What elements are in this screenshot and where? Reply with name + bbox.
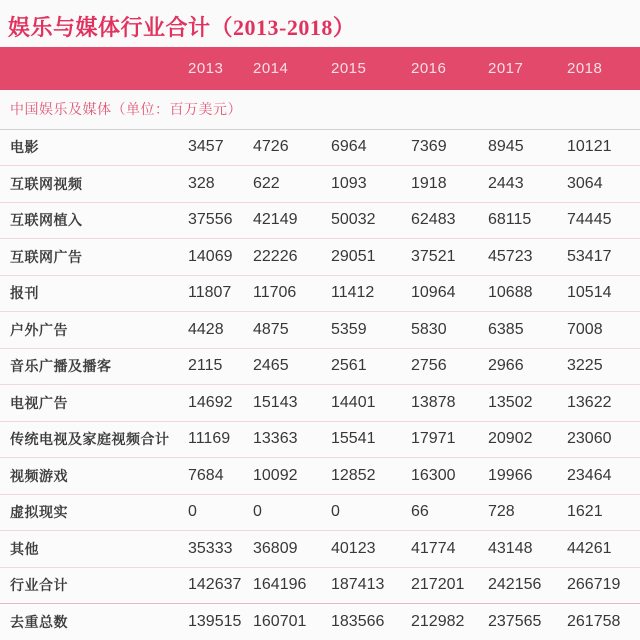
value-cell: 237565 <box>488 613 542 630</box>
value-cell: 15143 <box>243 385 321 422</box>
value-cell: 40123 <box>321 531 401 568</box>
value-cell: 1621 <box>557 494 640 531</box>
value-cell: 11169 <box>178 421 243 458</box>
value-cell: 187413 <box>321 567 401 604</box>
row-label: 电影 <box>0 129 178 166</box>
table-row <box>0 348 640 385</box>
year-header: 2015 <box>331 60 367 77</box>
row-label: 互联网植入 <box>0 202 178 239</box>
value-cell: 43148 <box>478 531 557 568</box>
value-cell: 41774 <box>401 531 478 568</box>
value-cell: 160701 <box>253 613 307 630</box>
value-cell: 10514 <box>557 275 640 312</box>
table-row <box>0 458 640 495</box>
value-cell: 242156 <box>478 567 557 604</box>
table-row <box>0 275 640 312</box>
value-cell: 12852 <box>321 458 401 495</box>
table-row <box>0 312 640 349</box>
table-row <box>0 494 640 531</box>
value-cell: 2465 <box>243 348 321 385</box>
value-cell: 266719 <box>557 567 640 604</box>
row-label: 报刊 <box>0 275 178 312</box>
value-cell: 14069 <box>178 239 243 276</box>
unit-note: 中国娱乐及媒体（单位：百万美元） <box>0 90 640 129</box>
value-cell: 22226 <box>243 239 321 276</box>
row-label: 音乐广播及播客 <box>0 348 178 385</box>
value-cell: 3064 <box>557 166 640 203</box>
value-cell: 13878 <box>401 385 478 422</box>
value-cell: 183566 <box>331 613 385 630</box>
year-header-row <box>0 47 640 90</box>
value-cell: 68115 <box>478 202 557 239</box>
value-cell: 4428 <box>178 312 243 349</box>
value-cell: 1093 <box>321 166 401 203</box>
value-cell: 212982 <box>411 613 465 630</box>
value-cell: 44261 <box>557 531 640 568</box>
row-label: 去重总数 <box>10 614 68 630</box>
value-cell: 11807 <box>178 275 243 312</box>
row-label: 互联网广告 <box>0 239 178 276</box>
value-cell: 10688 <box>478 275 557 312</box>
value-cell: 37521 <box>401 239 478 276</box>
value-cell: 2561 <box>321 348 401 385</box>
table-row <box>0 129 640 166</box>
value-cell: 2115 <box>178 348 243 385</box>
table-row <box>0 239 640 276</box>
table-row <box>0 166 640 203</box>
table-row <box>0 421 640 458</box>
value-cell: 11706 <box>243 275 321 312</box>
year-header: 2018 <box>567 60 603 77</box>
value-cell: 328 <box>178 166 243 203</box>
value-cell: 42149 <box>243 202 321 239</box>
value-cell: 37556 <box>178 202 243 239</box>
value-cell: 10964 <box>401 275 478 312</box>
value-cell: 5359 <box>321 312 401 349</box>
value-cell: 261758 <box>567 613 621 630</box>
value-cell: 2756 <box>401 348 478 385</box>
row-label: 户外广告 <box>0 312 178 349</box>
value-cell: 0 <box>243 494 321 531</box>
value-cell: 53417 <box>557 239 640 276</box>
row-label: 视频游戏 <box>0 458 178 495</box>
value-cell: 10121 <box>557 129 640 166</box>
value-cell: 13502 <box>478 385 557 422</box>
value-cell: 16300 <box>401 458 478 495</box>
value-cell: 10092 <box>243 458 321 495</box>
value-cell: 139515 <box>188 613 242 630</box>
value-cell: 74445 <box>557 202 640 239</box>
row-label: 传统电视及家庭视频合计 <box>0 421 178 458</box>
value-cell: 6964 <box>321 129 401 166</box>
value-cell: 0 <box>178 494 243 531</box>
row-label: 互联网视频 <box>0 166 178 203</box>
value-cell: 7684 <box>178 458 243 495</box>
value-cell: 0 <box>321 494 401 531</box>
unit-note-row <box>0 90 640 129</box>
value-cell: 3457 <box>178 129 243 166</box>
value-cell: 2966 <box>478 348 557 385</box>
value-cell: 8945 <box>478 129 557 166</box>
value-cell: 2443 <box>478 166 557 203</box>
value-cell: 622 <box>243 166 321 203</box>
year-header: 2014 <box>253 60 289 77</box>
value-cell: 29051 <box>321 239 401 276</box>
row-label: 行业合计 <box>0 567 178 604</box>
value-cell: 14401 <box>321 385 401 422</box>
value-cell: 17971 <box>401 421 478 458</box>
value-cell: 20902 <box>478 421 557 458</box>
value-cell: 4875 <box>243 312 321 349</box>
row-label: 电视广告 <box>0 385 178 422</box>
table-body <box>0 129 640 640</box>
value-cell: 14692 <box>178 385 243 422</box>
value-cell: 13622 <box>557 385 640 422</box>
empty-corner-cell <box>0 47 178 90</box>
value-cell: 217201 <box>401 567 478 604</box>
table-row <box>0 385 640 422</box>
value-cell: 164196 <box>243 567 321 604</box>
value-cell: 19966 <box>478 458 557 495</box>
value-cell: 23464 <box>557 458 640 495</box>
value-cell: 23060 <box>557 421 640 458</box>
value-cell: 11412 <box>321 275 401 312</box>
value-cell: 142637 <box>178 567 243 604</box>
value-cell: 13363 <box>243 421 321 458</box>
value-cell: 6385 <box>478 312 557 349</box>
row-label: 其他 <box>0 531 178 568</box>
value-cell: 15541 <box>321 421 401 458</box>
page-title: 娱乐与媒体行业合计（2013-2018） <box>8 15 356 40</box>
value-cell: 4726 <box>243 129 321 166</box>
table-row <box>0 604 640 640</box>
value-cell: 728 <box>478 494 557 531</box>
value-cell: 35333 <box>178 531 243 568</box>
value-cell: 62483 <box>401 202 478 239</box>
value-cell: 1918 <box>401 166 478 203</box>
table-row <box>0 202 640 239</box>
year-header: 2017 <box>488 60 524 77</box>
table-row <box>0 531 640 568</box>
year-header: 2016 <box>411 60 447 77</box>
row-label: 虚拟现实 <box>0 494 178 531</box>
value-cell: 5830 <box>401 312 478 349</box>
table-row <box>0 567 640 604</box>
value-cell: 7008 <box>557 312 640 349</box>
media-industry-table <box>0 47 640 640</box>
value-cell: 50032 <box>321 202 401 239</box>
year-header: 2013 <box>188 60 224 77</box>
value-cell: 7369 <box>401 129 478 166</box>
value-cell: 66 <box>401 494 478 531</box>
value-cell: 45723 <box>478 239 557 276</box>
value-cell: 3225 <box>557 348 640 385</box>
value-cell: 36809 <box>243 531 321 568</box>
